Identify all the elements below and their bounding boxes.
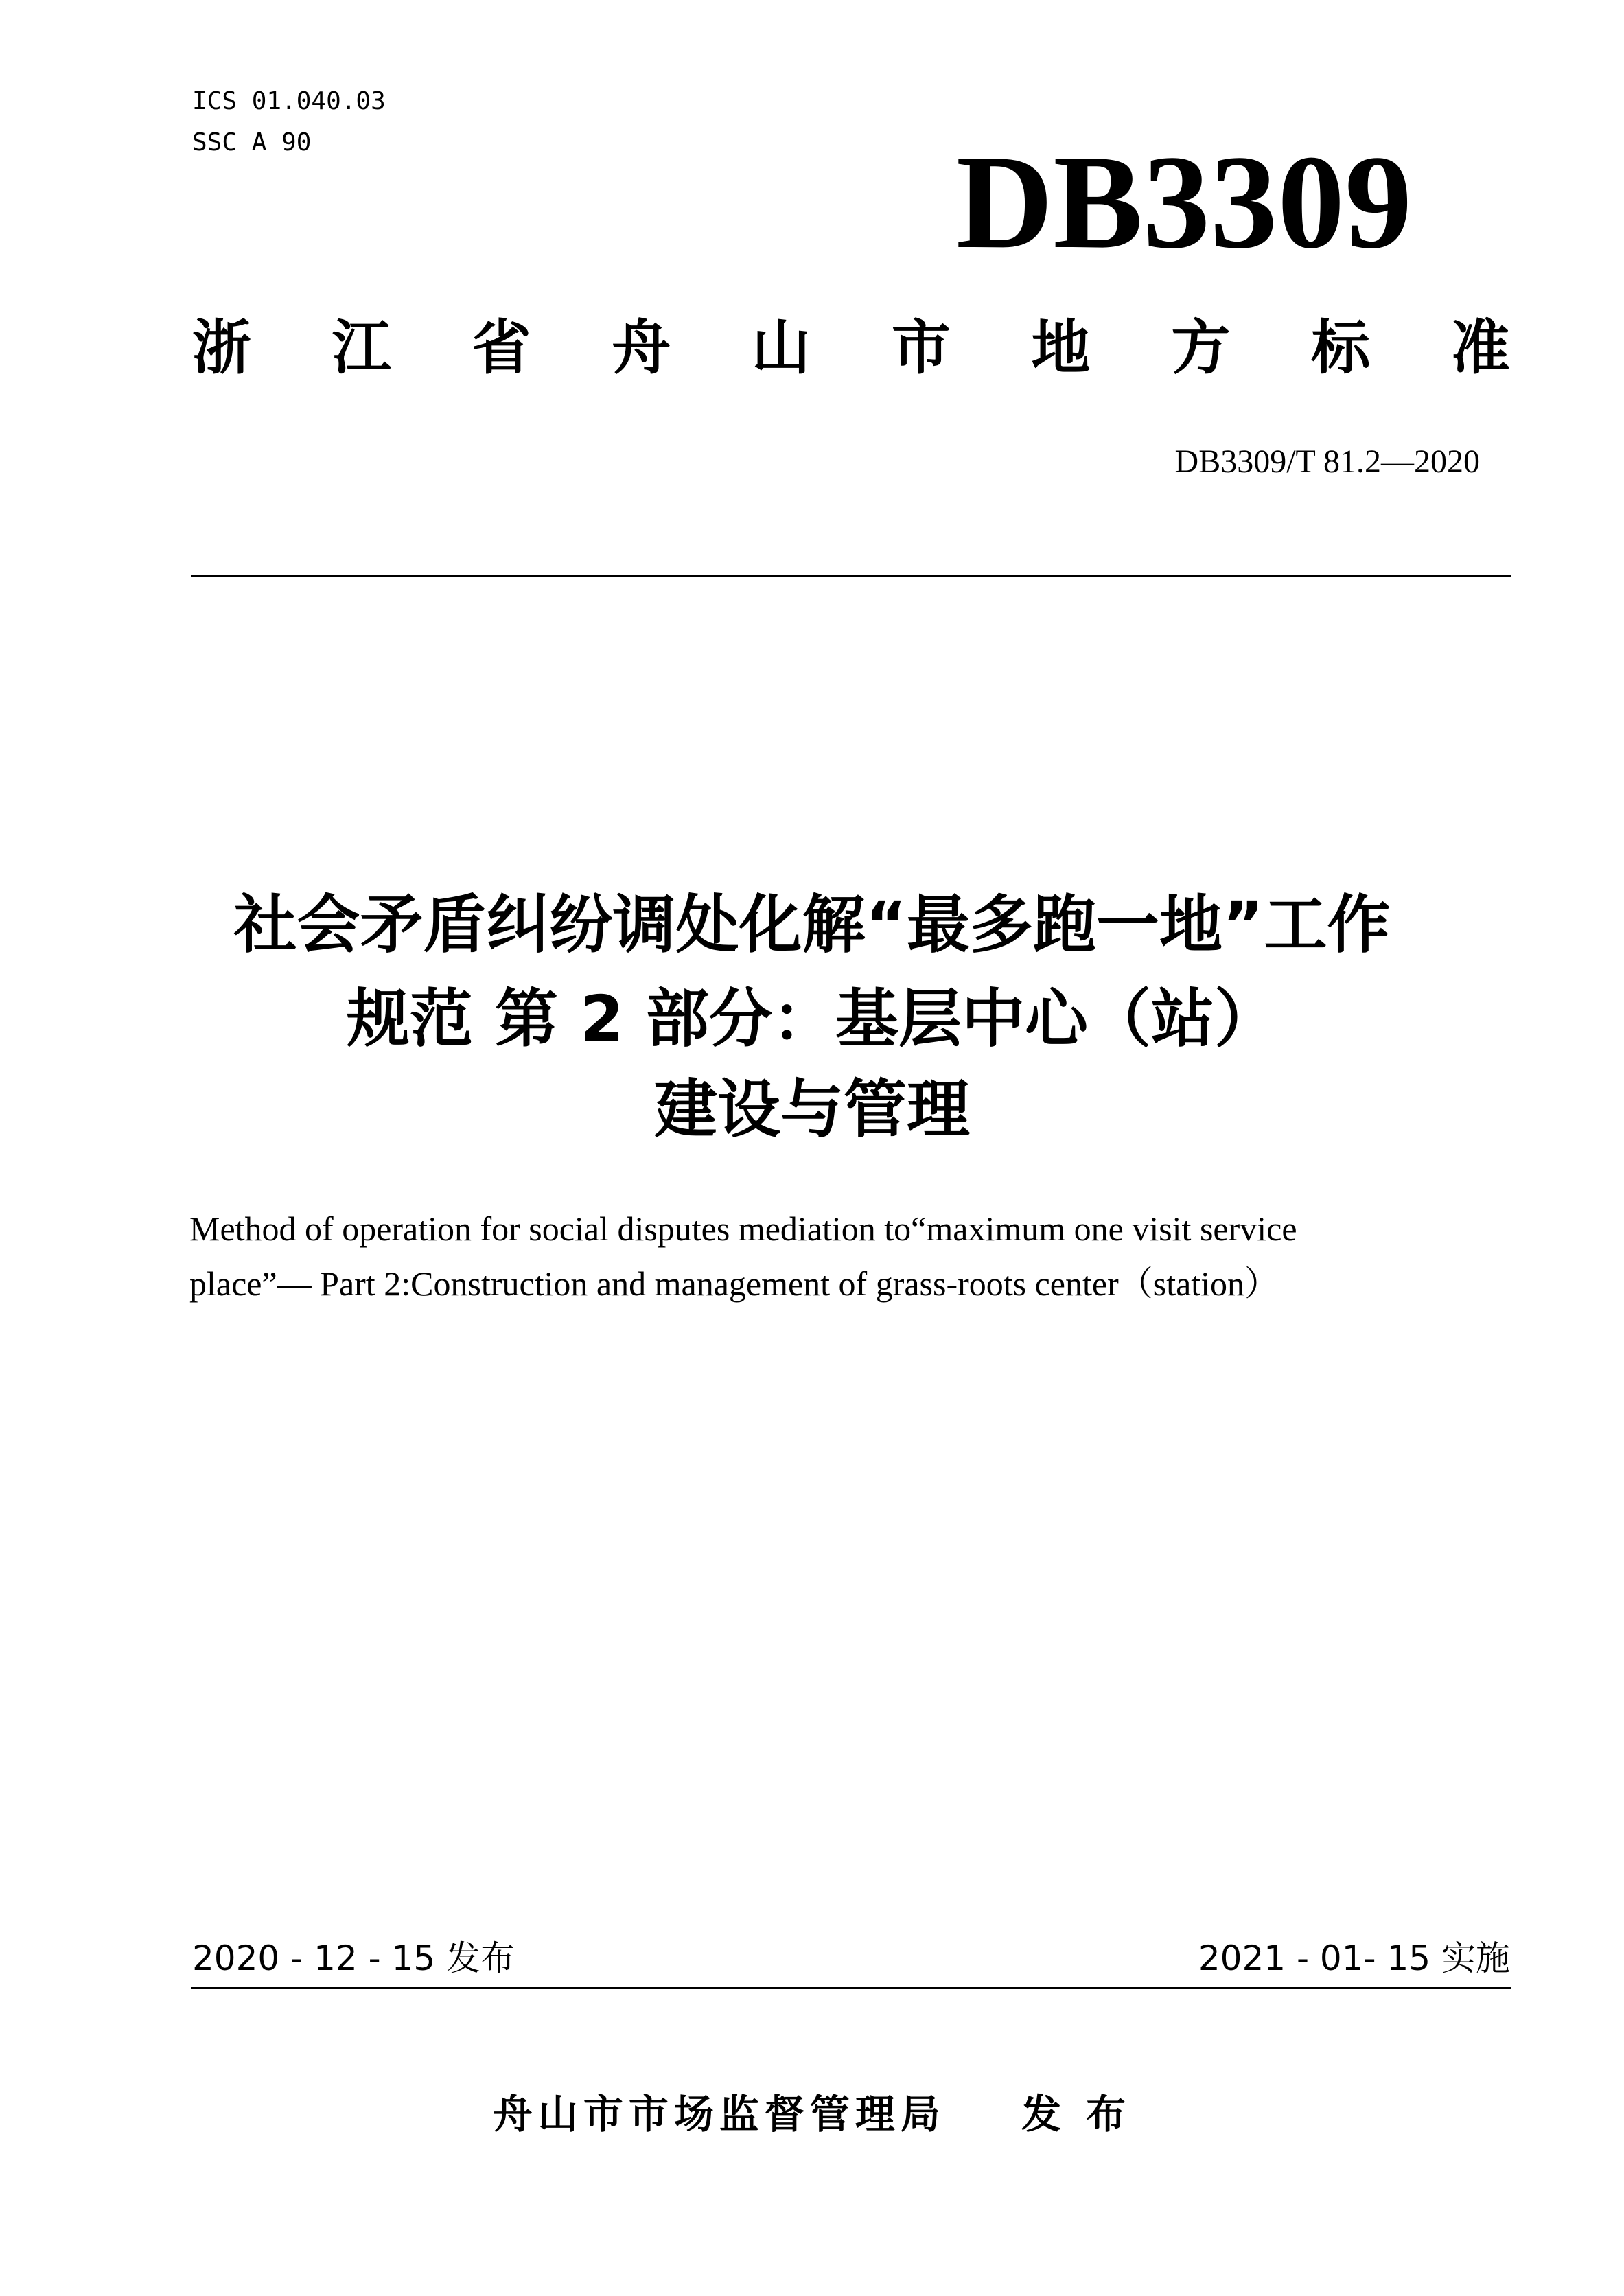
issuer-name: 舟山市市场监督管理局 xyxy=(492,2091,946,2137)
title-en-line-2: place”— Part 2:Construction and management of grass-roots center（station） xyxy=(189,1264,1279,1303)
ssc-code: SSC A 90 xyxy=(192,128,312,156)
classification-codes xyxy=(192,81,386,163)
issuer-action: 发 布 xyxy=(1021,2091,1132,2137)
standard-type-char: 省 xyxy=(472,314,531,382)
date-divider xyxy=(191,1987,1511,1989)
standard-type-char: 浙 xyxy=(192,314,251,382)
standard-type-char: 舟 xyxy=(612,314,671,382)
title-cn-line-1: 社会矛盾纠纷调处化解“最多跑一地”工作 xyxy=(233,888,1391,962)
standard-type-char: 标 xyxy=(1311,314,1371,382)
publish-date: 2020 - 12 - 15 发布 xyxy=(192,1938,515,1978)
standard-type-char: 方 xyxy=(1171,314,1231,382)
issuer-line xyxy=(0,2083,1624,2145)
standard-logo: DB3309 xyxy=(955,128,1413,277)
title-cn-line-2: 规范 第 2 部分：基层中心（站） xyxy=(346,982,1278,1056)
standard-type-char: 江 xyxy=(332,314,391,382)
ics-code: ICS 01.040.03 xyxy=(192,87,386,115)
standard-type-heading xyxy=(192,310,1510,386)
header-divider xyxy=(191,575,1511,577)
standard-type-char: 地 xyxy=(1031,314,1091,382)
standard-type-char: 山 xyxy=(752,314,811,382)
implement-date: 2021 - 01- 15 实施 xyxy=(1198,1938,1510,1978)
title-en-line-1: Method of operation for social disputes mediation to“maximum one visit service xyxy=(189,1209,1297,1248)
title-cn-line-3: 建设与管理 xyxy=(653,1073,970,1146)
standard-type-char: 市 xyxy=(891,314,951,382)
standard-number: DB3309/T 81.2—2020 xyxy=(1174,443,1480,480)
standard-type-char: 准 xyxy=(1450,314,1510,382)
